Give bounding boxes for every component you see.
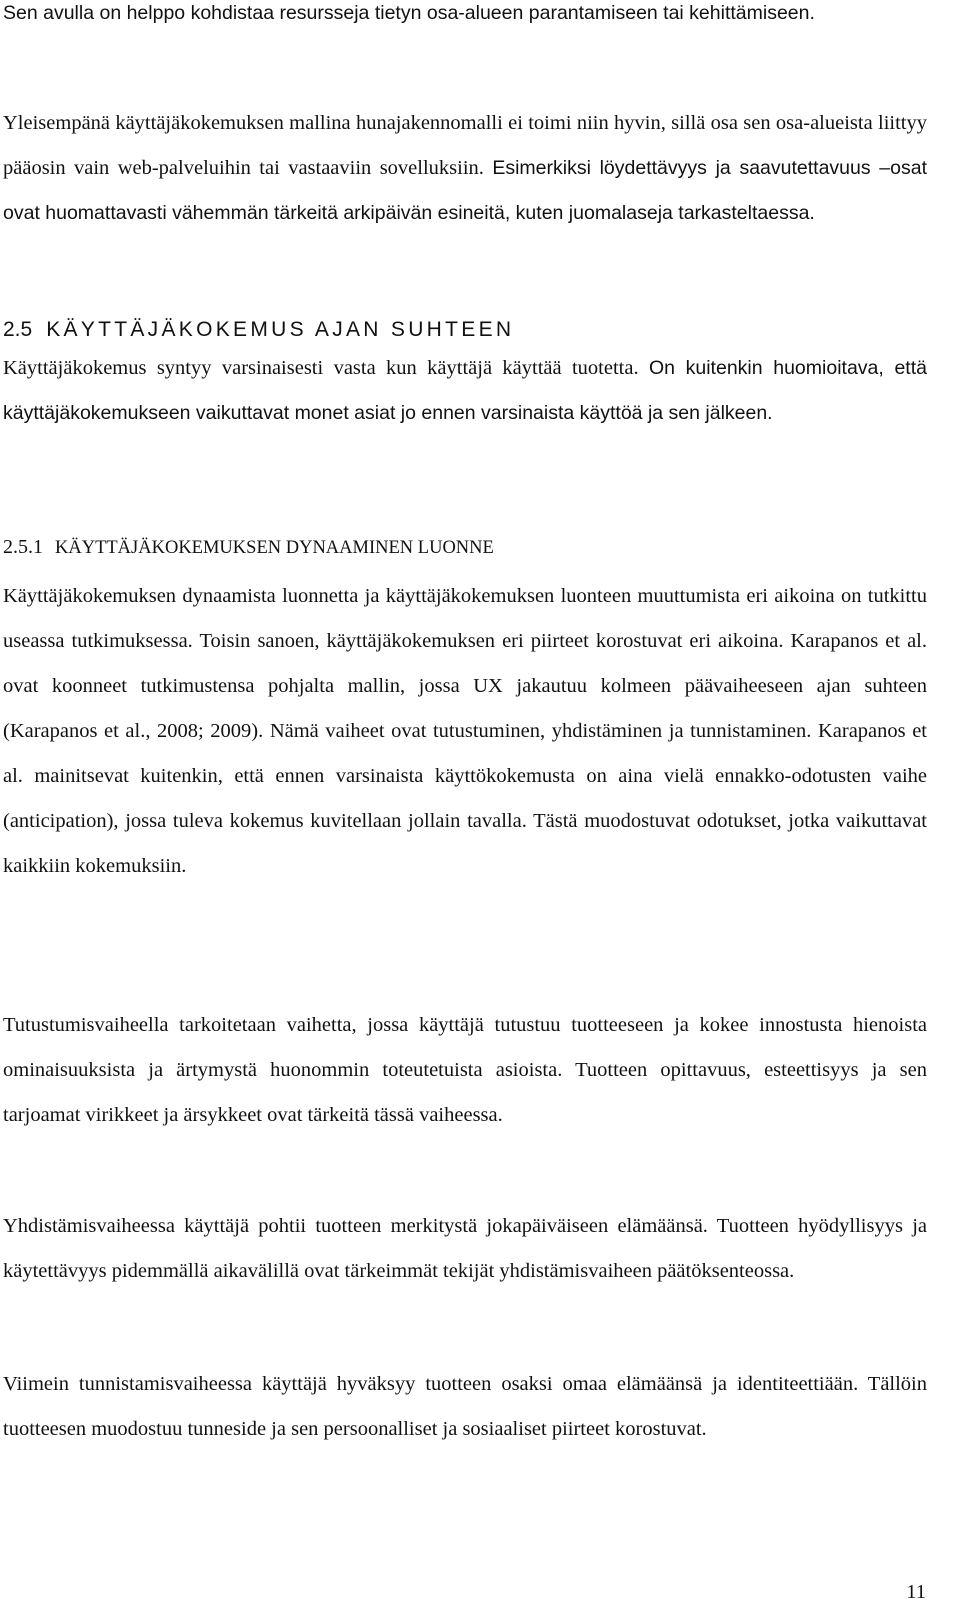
paragraph-text: Käyttäjäkokemus syntyy varsinaisesti vasta kun käyttäjä käyttää tuotetta.	[3, 357, 639, 379]
paragraph-incorporation-phase: Yhdistämisvaiheessa käyttäjä pohtii tuotteen merkitystä jokapäiväiseen elämäänsä. Tuotteen hyödyllisyys ja käytettävyys pidemmällä aikavälillä ovat tärkeimmät tekijät yhdistämisvaiheen päätöksenteossa.	[3, 1215, 927, 1282]
subsection-title: KÄYTTÄJÄKOKEMUKSEN DYNAAMINEN LUONNE	[55, 538, 494, 558]
paragraph-text-example: Esimerkiksi löydettävyys ja saavutettavuus –osat ovat huomattavasti vähemmän tärkeitä arkipäivän esineitä, kuten juomalaseja tarkasteltaessa.	[3, 157, 928, 224]
paragraph-identification-phase: Viimein tunnistamisvaiheessa käyttäjä hyväksyy tuotteen osaksi omaa elämäänsä ja identiteettiään. Tällöin tuotteesen muodostuu tunneside ja sen persoonalliset ja sosiaaliset piirteet korostuvat.	[3, 1373, 927, 1440]
page-number: 11	[906, 1581, 926, 1603]
subsection-number: 2.5.1	[3, 536, 43, 558]
paragraph-text: Yleisempänä käyttäjäkokemuksen mallina hunajakennomalli ei toimi niin hyvin, sillä osa sen osa-alueista liittyy pääosin vain web-palveluihin tai vastaaviin sovelluksiin.	[3, 112, 927, 179]
paragraph-orientation-phase: Tutustumisvaiheella tarkoitetaan vaihetta, jossa käyttäjä tutustuu tuotteeseen ja kokee innostusta hienoista ominaisuuksista ja ärtymystä huonommin toteutetuista asioista. Tuotteen opittavuus, esteettisyys ja sen tarjoamat virikkeet ja ärsykkeet ovat tärkeitä tässä vaiheessa.	[3, 1014, 927, 1126]
paragraph-intro-continuation	[3, 0, 927, 36]
paragraph-dynamic-nature: Käyttäjäkokemuksen dynaamista luonnetta ja käyttäjäkokemuksen luonteen muuttumista eri aikoina on tutkittu useassa tutkimuksessa. Toisin sanoen, käyttäjäkokemuksen eri piirteet korostuvat eri aikoina. Karapanos et al. ovat koonneet tutkimustensa pohjalta mallin, jossa UX jakautuu kolmeen päävaiheeseen ajan suhteen (Karapanos et al., 2008; 2009). Nämä vaiheet ovat tutustuminen, yhdistäminen ja tunnistaminen. Karapanos et al. mainitsevat kuitenkin, että ennen varsinaista käyttökokemusta on aina vielä ennakko-odotusten vaihe (anticipation), jossa tuleva kokemus kuvitellaan jollain tavalla. Tästä muodostuvat odotukset, jotka vaikuttavat kaikkiin kokemuksiin.	[3, 585, 927, 877]
subsection-heading-2-5-1	[3, 536, 494, 559]
section-number: 2.5	[3, 318, 33, 341]
paragraph-text: Sen avulla on helppo kohdistaa resursseja tietyn osa-alueen parantamiseen tai kehittämiseen.	[3, 2, 815, 24]
paragraph-text-note: On kuitenkin huomioitava, että käyttäjäkokemukseen vaikuttavat monet asiat jo ennen varsinaista käyttöä ja sen jälkeen.	[3, 357, 927, 424]
paragraph-ux-over-time	[3, 346, 927, 436]
section-title: KÄYTTÄJÄKOKEMUS AJAN SUHTEEN	[46, 318, 515, 341]
section-heading-2-5	[3, 318, 514, 342]
paragraph-honeycomb-model	[3, 101, 927, 236]
